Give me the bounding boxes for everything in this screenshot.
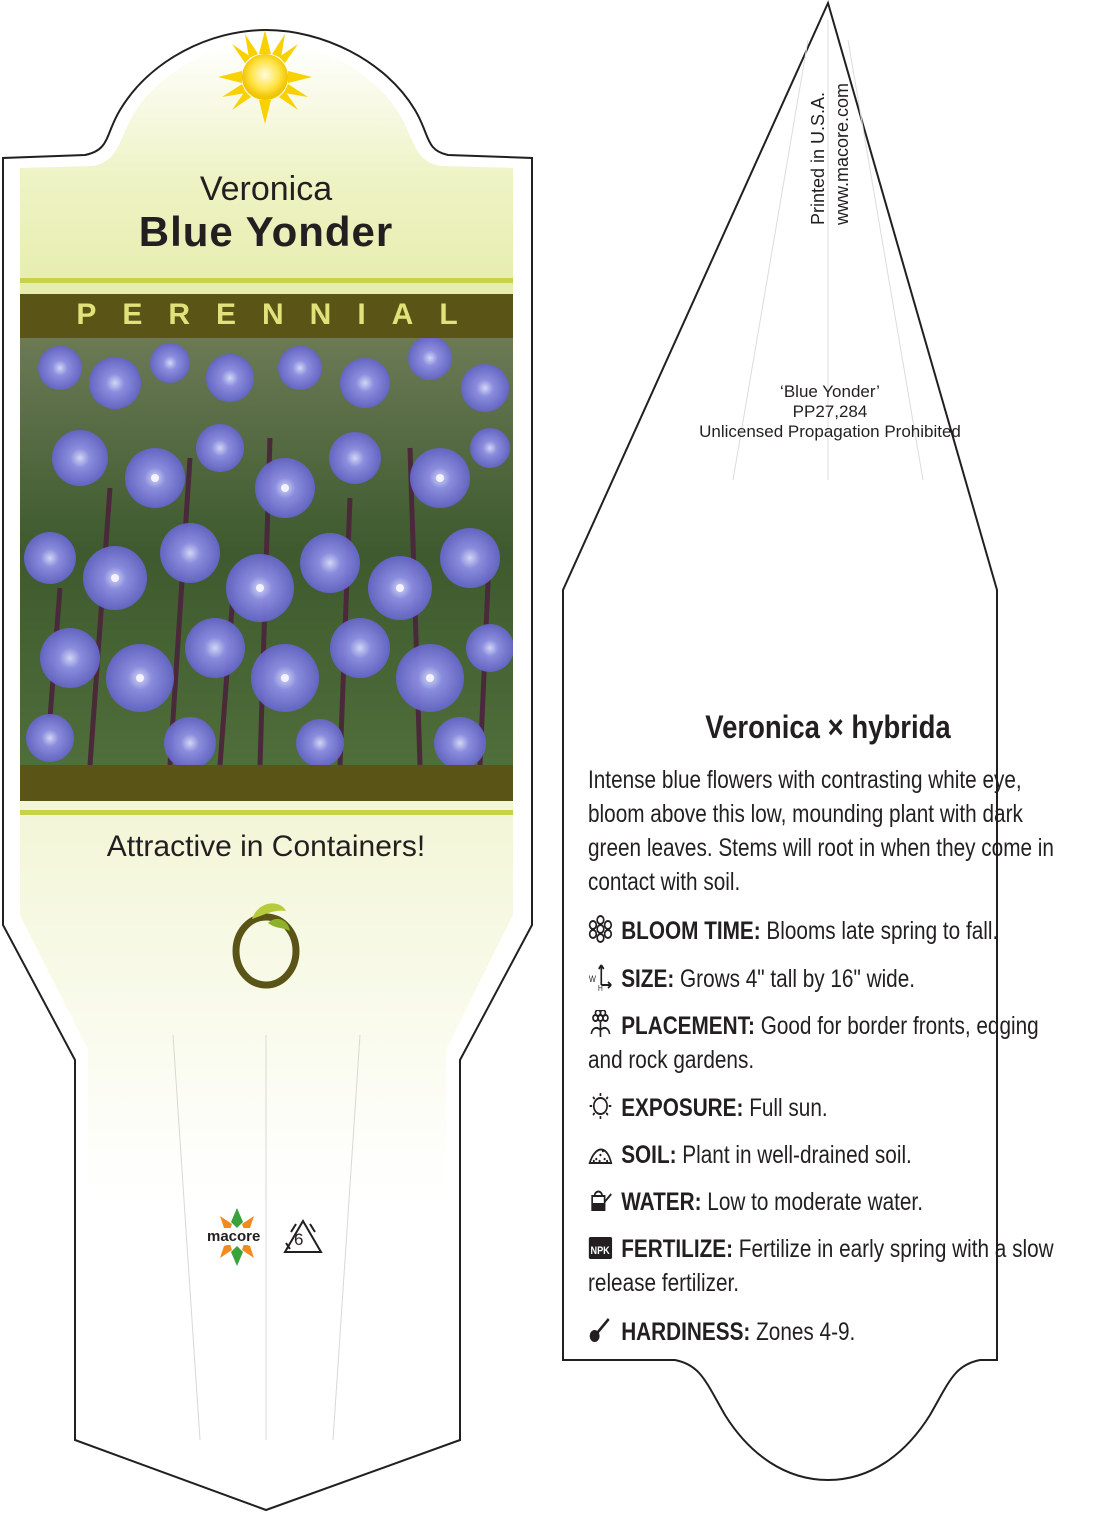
svg-text:H: H	[597, 983, 603, 991]
care-item-soil	[588, 1138, 1069, 1172]
recycle-number: 6	[294, 1230, 304, 1249]
care-label: SIZE:	[621, 965, 675, 993]
care-text: Full sun.	[749, 1094, 828, 1122]
botanical-name: Veronica × hybrida	[705, 709, 951, 745]
placement-plant-icon	[588, 1010, 621, 1036]
patent-notice: Unlicensed Propagation Prohibited	[699, 422, 961, 441]
care-label: FERTILIZE:	[621, 1235, 734, 1263]
sun-outline-icon	[588, 1092, 621, 1118]
svg-text:NPK: NPK	[590, 1245, 610, 1258]
care-label: SOIL:	[621, 1141, 677, 1169]
care-item-water	[588, 1185, 1069, 1219]
care-item-placement	[588, 1009, 1069, 1077]
care-item-bloom-time	[588, 914, 1069, 948]
care-item-size	[588, 962, 1069, 996]
care-text: Zones 4-9.	[756, 1318, 856, 1346]
tagline: Attractive in Containers!	[106, 830, 426, 863]
svg-text:W: W	[588, 974, 596, 985]
care-item-hardiness	[588, 1315, 1069, 1349]
care-label: EXPOSURE:	[621, 1094, 744, 1122]
sun-icon	[218, 30, 312, 124]
care-item-fertilize	[588, 1232, 1069, 1300]
cultivar-name: Blue Yonder	[138, 208, 394, 255]
care-text: Grows 4" tall by 16" wide.	[680, 965, 916, 993]
care-label: WATER:	[621, 1188, 702, 1216]
seedling-logo-icon	[228, 893, 304, 989]
bottom-band	[20, 765, 513, 801]
printed-in-label: Printed in U.S.A.	[808, 91, 828, 225]
soil-pile-icon	[588, 1139, 621, 1165]
description: Intense blue flowers with contrasting white eye, bloom above this low, mounding plant with dark green leaves. Stems will root in when they come in contact with soil.	[588, 766, 1054, 896]
website-label: www.macore.com	[832, 82, 852, 225]
care-label: PLACEMENT:	[621, 1012, 755, 1040]
care-item-exposure	[588, 1091, 1069, 1125]
care-text: Plant in well-drained soil.	[682, 1141, 912, 1169]
care-text: Good for border fronts, edging and rock gardens.	[588, 1012, 1039, 1074]
care-label: HARDINESS:	[621, 1318, 751, 1346]
care-label: BLOOM TIME:	[621, 917, 761, 945]
care-text: Low to moderate water.	[707, 1188, 923, 1216]
brand-logo-text: macore	[207, 1228, 261, 1245]
flower-icon	[588, 915, 621, 941]
care-text: Fertilize in early spring with a slow release fertilizer.	[588, 1235, 1054, 1297]
thermometer-icon	[588, 1316, 621, 1342]
patent-block	[640, 382, 1020, 442]
patent-number: PP27,284	[792, 402, 868, 421]
size-arrows-icon	[588, 963, 621, 989]
plant-photo	[20, 338, 513, 765]
genus-name: Veronica	[199, 170, 333, 208]
care-text: Blooms late spring to fall.	[766, 917, 999, 945]
watering-can-icon	[588, 1186, 621, 1212]
npk-bag-icon	[588, 1233, 621, 1259]
patent-cultivar: ‘Blue Yonder’	[780, 382, 880, 401]
category-label: PERENNIAL	[76, 298, 484, 331]
